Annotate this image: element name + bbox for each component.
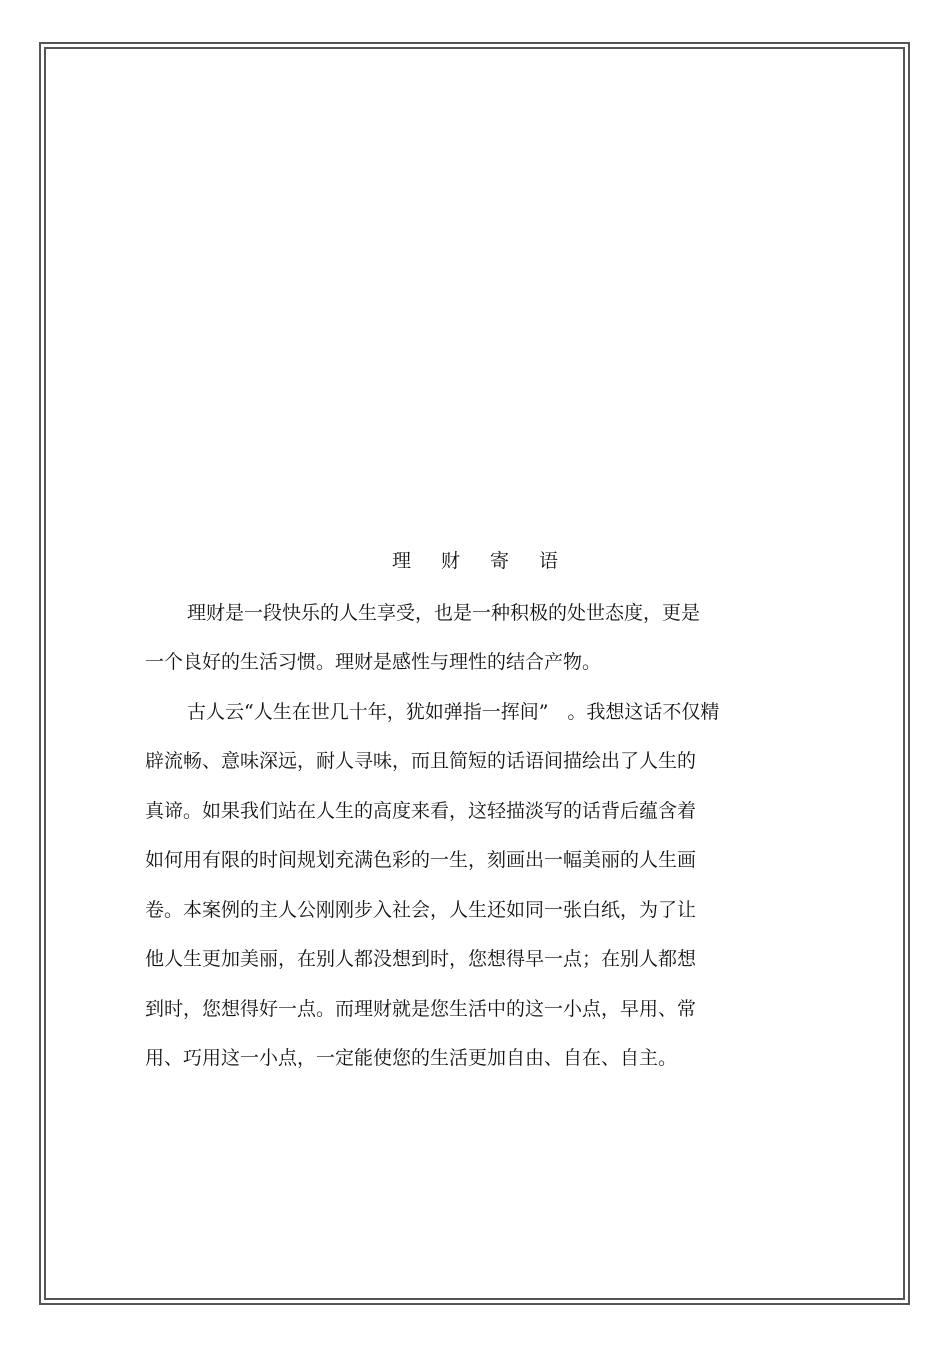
paragraph-line: 他人生更加美丽，在别人都没想到时，您想得早一点；在别人都想 [145, 948, 697, 970]
paragraph-line: 用、巧用这一小点，一定能使您的生活更加自由、自在、自主。 [145, 1047, 678, 1069]
paragraph-line: 辟流畅、意味深远，耐人寻味，而且简短的话语间描绘出了人生的 [145, 750, 697, 772]
paragraph-line: 理财是一段快乐的人生享受，也是一种积极的处世态度，更是 [187, 602, 701, 624]
paragraph-line: 古人云“人生在世几十年，犹如弹指一挥间” 。我想这话不仅精 [187, 701, 720, 723]
paragraph-line: 到时，您想得好一点。而理财就是您生活中的这一小点，早用、常 [145, 998, 697, 1020]
paragraph-line: 卷。本案例的主人公刚刚步入社会，人生还如同一张白纸，为了让 [145, 899, 697, 921]
paragraph-line: 如何用有限的时间规划充满色彩的一生，刻画出一幅美丽的人生画 [145, 849, 697, 871]
document-title: 理 财 寄 语 [391, 550, 571, 572]
paragraph-line: 一个良好的生活习惯。理财是感性与理性的结合产物。 [145, 651, 602, 673]
paragraph-line: 真谛。如果我们站在人生的高度来看，这轻描淡写的话背后蕴含着 [145, 800, 697, 822]
